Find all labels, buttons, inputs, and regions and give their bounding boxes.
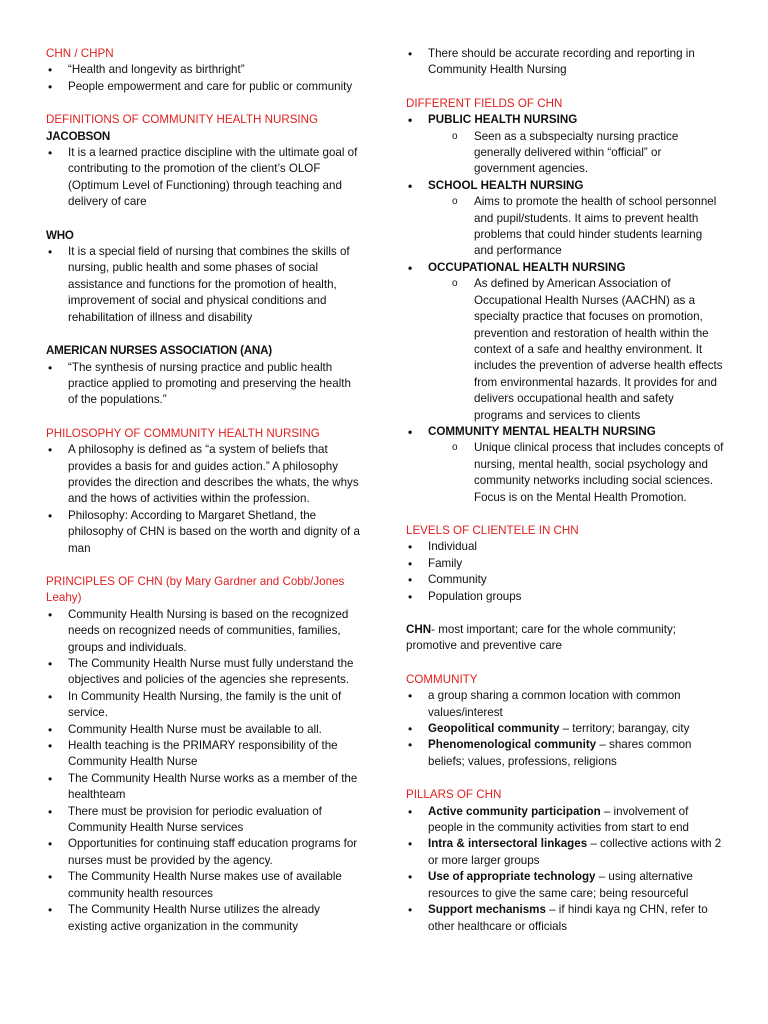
list-item: • It is a special field of nursing that combines the skills of nursing, public health and some phases of social assistance and functions for the promotion of health, improvement of social and physical conditions and rehabilitation of illness and disability [46,244,362,326]
term-desc: a group sharing a common location with common values/interest [428,689,681,719]
chn-list [46,62,362,95]
term-desc: – territory; barangay, city [559,722,690,736]
principles-heading: PRINCIPLES OF CHN (by Mary Gardner and Cobb/Jones Leahy) [46,574,345,605]
list-item [406,869,724,902]
chn-heading: CHN / CHPN [46,47,114,60]
definitions-heading: DEFINITIONS OF COMMUNITY HEALTH NURSING [46,113,319,127]
list-item: • Community [406,572,724,588]
field-desc: o As defined by American Association of Occupational Health Nurses (AACHN) as a specialty practice that focuses on promotion, prevention and restoration of health within the context of a safe and healthy environment. It includes the prevention of adverse health effects from environmental hazards. It provides for and delivers occupational health and safety programs and services to clients [452,276,724,424]
levels-list [406,539,724,605]
fields-list [406,112,724,128]
pillars-list [406,804,724,935]
term: Geopolitical community [428,722,560,736]
jacobson-title: JACOBSON [46,129,111,143]
field-desc: o Seen as a subspecialty nursing practice generally delivered within “official” or government agencies. [452,129,724,178]
field-title: • COMMUNITY MENTAL HEALTH NURSING [406,424,724,440]
ana-list [46,360,362,409]
term-desc: – using alternative resources to give the same care; being resourceful [428,870,693,900]
fields-list [406,178,724,194]
field-desc: o Aims to promote the health of school personnel and pupil/students. It aims to prevent health problems that could hinder students learning and performance [452,194,724,260]
ana-title: AMERICAN NURSES ASSOCIATION (ANA) [46,344,272,358]
list-item [406,688,724,721]
field-desc-list [406,194,724,260]
list-item: • The Community Health Nurse utilizes the already existing active organization in the community [46,902,362,935]
list-item: • Community Health Nursing is based on the recognized needs on recognized needs of communities, families, groups and individuals. [46,607,362,656]
fields-list [406,260,724,276]
who-title: WHO [46,228,74,242]
field-desc-list [406,276,724,424]
list-item [406,737,724,770]
list-item [406,721,724,737]
chn-note [406,622,724,655]
top-list [406,46,724,79]
term-desc: – involvement of people in the community activities from start to end [428,804,689,835]
philosophy-list [46,442,362,557]
list-item: • Health teaching is the PRIMARY responsibility of the Community Health Nurse [46,738,362,771]
list-item: • Philosophy: According to Margaret Shetland, the philosophy of CHN is based on the worth and dignity of a man [46,508,362,557]
fields-heading: DIFFERENT FIELDS OF CHN [406,96,563,110]
term: Use of appropriate technology [428,870,596,884]
list-item: • Community Health Nurse must be available to all. [46,722,362,738]
chn-note-term: CHN [406,623,432,636]
term: Active community participation [428,804,601,818]
chn-note-text: - most important; care for the whole community; promotive and preventive care [406,623,676,653]
list-item [406,836,724,869]
field-desc-list [406,440,724,506]
pillars-heading: PILLARS OF CHN [406,788,502,802]
philosophy-heading: PHILOSOPHY OF COMMUNITY HEALTH NURSING [46,426,320,440]
left-column [46,46,362,935]
list-item [406,902,724,935]
principles-list [46,607,362,935]
term: Phenomenological community [428,738,597,752]
list-item: • There must be provision for periodic evaluation of Community Health Nurse services [46,804,362,837]
field-title: • PUBLIC HEALTH NURSING [406,112,724,128]
levels-heading: LEVELS OF CLIENTELE IN CHN [406,523,579,537]
term: Support mechanisms [428,903,546,917]
list-item: • In Community Health Nursing, the family is the unit of service. [46,689,362,722]
community-list [406,688,724,770]
list-item: • The Community Health Nurse works as a member of the healthteam [46,771,362,804]
right-column [406,46,724,935]
jacobson-list [46,145,362,211]
list-item: • Family [406,556,724,572]
list-item: • “The synthesis of nursing practice and public health practice applied to promoting and preserving the health of the populations.” [46,360,362,409]
list-item: • It is a learned practice discipline with the ultimate goal of contributing to the promotion of the client’s OLOF (Optimum Level of Functioning) through teaching and delivery of care [46,145,362,211]
term-desc: – if hindi kaya ng CHN, refer to other healthcare or officials [428,903,708,933]
list-item: • Opportunities for continuing staff education programs for nurses must be provided by the agency. [46,836,362,869]
list-item: • “Health and longevity as birthright” [46,62,362,78]
who-list [46,244,362,326]
field-title: • SCHOOL HEALTH NURSING [406,178,724,194]
term-desc: – shares common beliefs; values, professions, religions [428,738,692,768]
list-item: • The Community Health Nurse must fully understand the objectives and policies of the agencies she represents. [46,656,362,689]
field-title: • OCCUPATIONAL HEALTH NURSING [406,260,724,276]
list-item: • A philosophy is defined as “a system of beliefs that provides a basis for and guides action.” A philosophy provides the direction and describes the whats, the whys and the hows of activities within the profession. [46,442,362,508]
term: Intra & intersectoral linkages [428,837,588,851]
list-item [406,804,724,837]
term-desc: – collective actions with 2 or more larger groups [428,837,722,867]
list-item: • The Community Health Nurse makes use of available community health resources [46,869,362,902]
field-desc: o Unique clinical process that includes concepts of nursing, mental health, social psychology and community networks including social sciences. Focus is on the Mental Health Promotion. [452,440,724,506]
community-heading: COMMUNITY [406,672,478,686]
list-item: • Individual [406,539,724,555]
fields-list [406,424,724,440]
field-desc-list [406,129,724,178]
list-item: • People empowerment and care for public or community [46,79,362,95]
list-item: • Population groups [406,589,724,605]
list-item: • There should be accurate recording and reporting in Community Health Nursing [406,46,724,79]
